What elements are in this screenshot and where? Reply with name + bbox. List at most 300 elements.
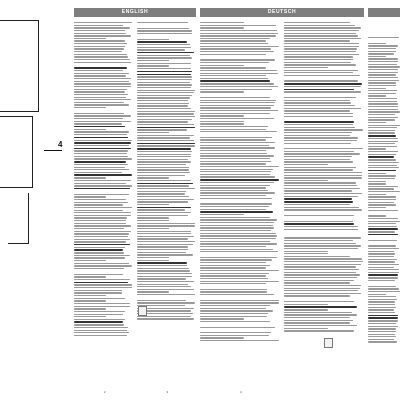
text-line [200,153,267,154]
text-line [137,28,189,29]
text-line [137,228,169,229]
text-line [368,151,398,152]
text-line [284,312,352,313]
text-line [200,195,266,196]
text-line [200,163,266,164]
text-line [137,188,195,189]
text-line [284,223,354,225]
text-line [74,249,123,251]
text-line [74,199,126,200]
text-line [137,199,194,200]
text-line [284,256,350,257]
text-line [368,304,395,305]
text-line [137,262,187,264]
text-line [137,84,192,85]
text-line [74,73,129,74]
text-line [284,135,350,136]
text-line [368,210,398,211]
text-line [284,102,351,103]
text-line [137,286,191,287]
text-line [74,303,130,304]
text-line [200,73,278,74]
text-line [74,22,132,23]
text-line [74,67,127,69]
text-line [74,324,124,325]
text-line [368,240,397,241]
text-line [200,270,279,271]
text-line [137,289,194,290]
text-line [137,278,186,279]
text-line [284,274,360,275]
text-line [137,161,191,162]
text-line [368,326,398,327]
text-line [200,182,274,183]
text-line [368,320,398,321]
text-line [368,274,398,276]
text-line [284,272,356,273]
text-line [368,207,386,208]
text-line [200,62,269,63]
text-line [200,209,266,210]
text-line [200,105,274,106]
text-line [284,27,361,28]
device-body-outline [0,20,39,112]
text-line [137,47,191,48]
text-line [200,48,271,49]
text-line [137,121,188,122]
text-line [74,204,123,205]
text-line [284,277,357,278]
text-line [368,77,398,78]
text-line [200,217,270,218]
text-line [200,142,275,143]
text-line [137,270,190,271]
text-line [284,91,361,92]
text-line [284,237,361,238]
text-line [200,214,244,215]
third-language-panel [368,8,400,394]
text-line [368,248,399,249]
text-line [368,175,396,176]
text-line [74,223,126,224]
text-line [137,76,192,77]
text-line [368,37,399,38]
text-line [137,302,195,303]
text-line [284,258,362,259]
text-line [284,251,328,252]
text-line [137,33,192,34]
text-line [74,233,129,234]
text-line [137,119,192,120]
text-line [200,27,244,28]
text-line [137,132,169,133]
text-line [200,243,277,244]
text-line [200,129,266,130]
text-line [368,90,397,91]
text-line [368,218,398,219]
text-line [74,335,127,336]
text-line [368,154,396,155]
text-line [284,143,351,144]
text-line [74,247,125,248]
text-line [200,43,268,44]
text-line [368,234,398,236]
text-line [368,277,398,278]
text-line [137,49,185,50]
text-line [137,209,185,210]
text-line [368,299,397,300]
text-line [284,240,353,241]
text-line [284,121,354,123]
text-line [200,332,271,333]
text-line [137,185,189,186]
text-line [74,102,124,103]
text-line [368,223,396,224]
text-line [74,292,122,293]
text-line [368,80,399,81]
text-line [284,306,357,308]
text-line [284,156,352,157]
text-line [200,310,273,311]
text-line [200,289,267,290]
text-line [200,22,244,23]
text-line [284,221,353,222]
text-line [284,330,354,331]
text-line [368,323,396,324]
text-line [200,65,244,66]
text-line [137,137,190,138]
text-line [200,176,275,177]
text-line [200,171,271,172]
text-line [74,35,131,36]
text-line [74,260,106,261]
third-column-1 [368,20,400,344]
text-line [200,203,272,204]
english-header: ENGLISH [74,8,196,17]
text-line [368,122,386,123]
text-line [74,134,127,135]
page-number-left: 2 [104,390,106,394]
text-line [74,27,130,28]
text-line [200,107,271,108]
third-header [368,8,400,17]
text-line [284,83,362,85]
text-line [200,35,276,36]
text-line [137,169,189,170]
text-line [284,25,355,26]
text-line [200,40,266,41]
text-line [137,284,188,285]
text-line [137,30,192,31]
text-line [74,252,124,253]
text-line [74,202,128,203]
text-line [137,215,188,216]
text-line [368,339,394,340]
text-line [368,231,395,232]
text-line [74,265,132,266]
text-line [74,113,124,114]
text-line [74,284,132,285]
text-line [368,272,399,273]
text-line [137,220,169,221]
text-line [200,259,272,260]
text-line [368,264,399,265]
text-line [284,215,354,216]
text-line [284,290,358,291]
text-line [137,177,169,178]
text-line [137,212,191,213]
text-line [284,164,328,165]
text-line [74,89,127,90]
text-line [200,30,277,31]
text-line [368,183,386,184]
text-line [74,306,130,307]
text-line [368,181,386,182]
text-line [200,83,274,84]
text-line [74,40,125,41]
text-line [200,86,278,87]
text-line [368,296,396,297]
text-line [137,231,191,232]
text-line [368,82,396,83]
text-line [368,253,395,254]
text-line [200,51,274,52]
text-line [284,204,350,205]
text-line [137,44,190,45]
text-line [137,87,191,88]
text-line [368,141,398,142]
text-line [200,67,266,68]
text-line [200,219,277,220]
text-line [284,188,360,189]
text-line [284,182,356,183]
text-line [74,196,106,197]
text-line [74,188,130,190]
text-line [74,183,126,184]
text-line [74,86,131,87]
text-line [368,143,395,144]
text-line [368,95,386,96]
text-line [200,225,273,226]
text-line [368,43,386,44]
text-line [368,51,396,52]
text-line [284,46,359,47]
text-line [200,283,266,284]
page-number-right-col: 3 [166,390,168,394]
text-line [284,62,351,63]
text-line [284,38,361,39]
text-line [368,267,394,268]
text-line [74,239,130,240]
text-line [200,302,279,303]
text-line [137,82,190,83]
text-line [284,100,350,101]
text-line [284,317,350,318]
text-line [284,129,363,130]
text-line [284,33,356,34]
text-line [368,312,395,313]
text-line [284,35,358,36]
text-line [137,105,188,106]
text-line [74,172,122,173]
text-line [74,59,130,60]
text-line [368,256,394,257]
text-line [74,153,127,154]
text-line [137,223,195,224]
text-line [284,132,352,133]
text-line [74,104,129,105]
text-line [284,193,362,194]
text-line [74,298,125,299]
text-line [74,330,127,331]
text-line [74,51,122,52]
text-line [137,52,194,54]
text-line [284,185,357,186]
text-line [368,178,395,179]
text-line [74,115,131,116]
text-line [368,88,386,89]
deutsch-header: DEUTSCH [200,8,364,17]
text-line [200,246,266,247]
text-line [284,159,350,160]
text-line [137,55,190,56]
text-line [137,281,194,282]
text-line [137,22,188,23]
text-line [368,72,398,73]
text-line [137,63,191,64]
illustration-panel [0,8,68,394]
text-line [74,161,126,163]
text-line [284,127,355,128]
text-line [368,261,395,262]
text-line [74,231,131,232]
text-line [284,70,358,71]
text-line [368,58,398,59]
text-line [284,86,361,87]
text-line [137,236,194,237]
text-line [284,288,360,289]
text-line [137,249,188,250]
text-line [74,177,106,178]
text-line [368,307,396,308]
text-line [284,209,362,210]
text-line [284,67,328,68]
text-line [368,148,386,149]
text-line [200,145,269,146]
text-line [368,165,397,166]
text-line [368,191,400,192]
text-line [368,45,398,46]
text-line [368,251,394,252]
text-line [368,119,395,120]
text-line [137,175,185,176]
text-line [74,327,128,328]
text-line [200,190,268,191]
text-line [137,201,188,202]
text-line [284,190,352,191]
text-line [137,164,186,165]
text-line [200,97,270,98]
text-line [137,100,188,101]
text-line [137,90,195,91]
recycle-bin-icon [138,306,147,316]
text-line [200,251,278,252]
text-line [74,150,128,151]
text-line [200,115,244,116]
text-line [137,252,186,253]
text-line [137,300,186,301]
text-line [368,64,397,65]
text-line [368,228,398,230]
text-line [368,202,394,203]
text-line [74,255,130,256]
text-line [74,300,106,301]
text-line [284,140,357,141]
text-line [284,226,358,227]
text-line [200,123,244,124]
text-line [74,308,106,309]
text-line [74,332,129,333]
text-line [74,257,125,258]
text-line [137,140,194,141]
text-line [368,56,386,57]
text-line [74,217,127,218]
text-line [74,30,125,31]
text-line [200,91,244,92]
text-line [137,180,191,181]
english-column-2 [137,20,196,337]
text-line [200,192,275,193]
text-line [74,169,129,170]
text-line [368,117,398,118]
text-line [200,147,275,148]
text-line [74,210,123,211]
text-line [137,183,193,185]
text-line [74,215,131,216]
text-line [200,211,273,213]
text-line [137,154,191,155]
text-line [368,288,399,289]
text-line [284,75,360,76]
text-line [284,116,353,117]
text-line [284,151,354,152]
text-line [74,228,124,229]
text-line [137,68,191,69]
text-line [137,41,187,43]
text-line [74,97,126,98]
text-line [200,155,274,156]
text-line [284,320,353,321]
text-line [200,265,270,266]
deutsch-column-2 [284,20,364,343]
text-line [368,331,396,332]
text-line [200,174,270,175]
text-line [137,238,188,239]
text-line [368,53,394,54]
text-line [137,116,195,117]
text-line [368,167,399,168]
text-line [368,317,398,319]
text-line [284,97,356,98]
text-line [368,294,386,295]
text-line [284,80,358,81]
text-line [137,97,190,98]
text-line [284,264,361,265]
text-line [284,51,356,52]
text-line [368,111,400,112]
text-line [74,46,125,47]
text-line [74,194,129,195]
